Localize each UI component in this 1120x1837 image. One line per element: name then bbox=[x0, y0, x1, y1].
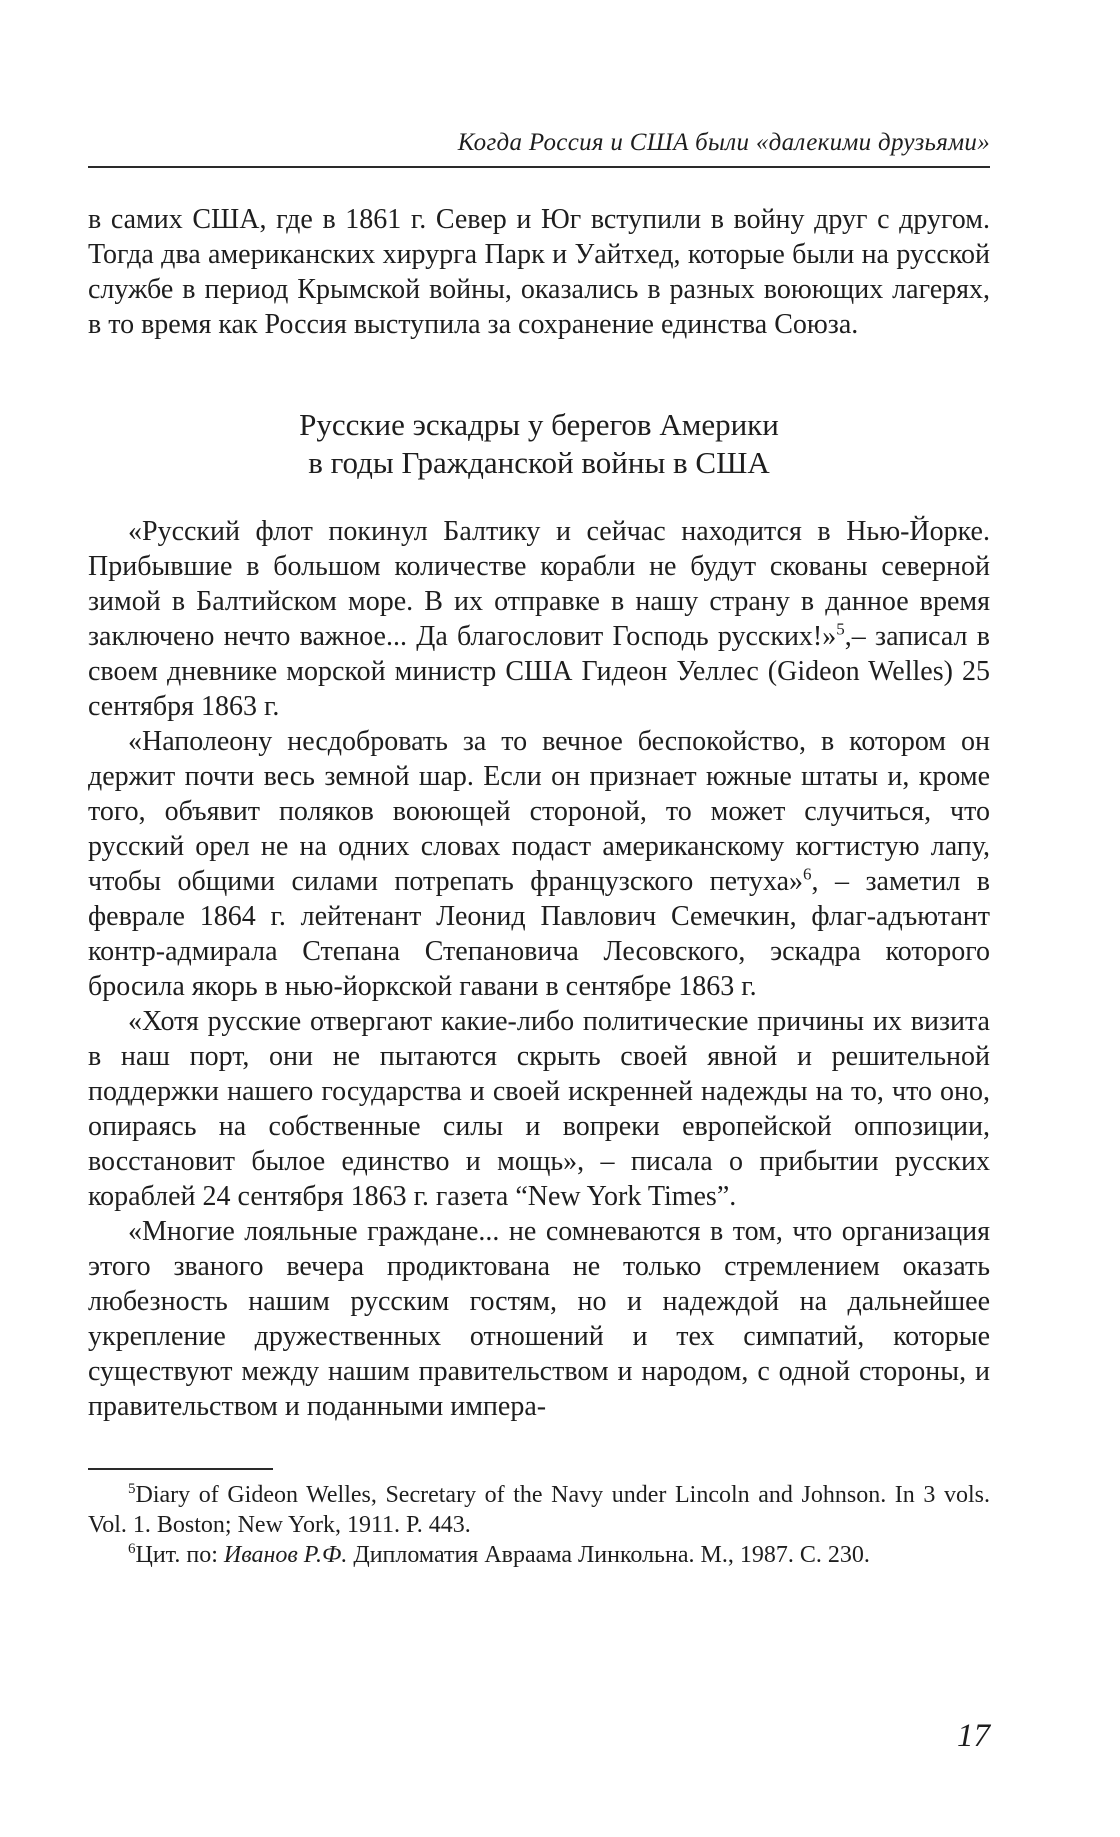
section-heading bbox=[88, 406, 990, 482]
footnote-text: Diary of Gideon Welles, Secretary of the Navy under Lincoln and Johnson. In 3 vols. Vol. 1. Boston; New York, 1911. P. 443. bbox=[88, 1482, 990, 1538]
section-heading-line-2: в годы Гражданской войны в США bbox=[308, 445, 770, 480]
paragraph-text: «Наполеону несдобровать за то вечное беспокойство, в котором он держит почти весь земной шар. Если он признает южные штаты и, кроме того, объявит поляков воюющей стороной, то может случиться, что русский орел не на одних словах подаст американскому когтистую лапу, чтобы общими силами потрепать французского петуха» bbox=[88, 726, 990, 897]
footnote-6 bbox=[88, 1540, 990, 1570]
book-page bbox=[88, 128, 990, 1570]
footnote-ref-6[interactable]: 6 bbox=[803, 864, 812, 884]
footnote-text: Цит. по: bbox=[135, 1542, 224, 1568]
paragraph-citizens-quote: «Многие лояльные граждане... не сомневаются в том, что организация этого званого вечера продиктована не только стремлением оказать любезность нашим русским гостям, но и надеждой на дальнейшее укрепление дружественных отношений и тех симпатий, которые существуют между нашим правительством и народом, с одной стороны, и правительством и поданными импера- bbox=[88, 1216, 990, 1422]
intro-paragraph: в самих США, где в 1861 г. Север и Юг вступили в войну друг с другом. Тогда два американских хирурга Парк и Уайтхед, которые были на русской службе в период Крымской войны, оказались в разных воюющих лагерях, в то время как Россия выступила за сохранение единства Союза. bbox=[88, 204, 990, 340]
footnote-mark-6: 6 bbox=[128, 1541, 136, 1557]
footnote-5 bbox=[88, 1480, 990, 1540]
page-number: 17 bbox=[957, 1718, 990, 1754]
paragraph-semechkin-quote bbox=[88, 724, 990, 1004]
paragraph-welles-quote bbox=[88, 514, 990, 724]
footnote-text: Дипломатия Авраама Линкольна. М., 1987. С. 230. bbox=[347, 1542, 870, 1568]
footnote-divider bbox=[88, 1468, 273, 1470]
footnote-mark-5: 5 bbox=[128, 1481, 136, 1497]
running-head: Когда Россия и США были «далекими друзьями» bbox=[88, 128, 990, 168]
paragraph-nyt-quote: «Хотя русские отвергают какие-либо политические причины их визита в наш порт, они не пытаются скрыть своей явной и решительной поддержки нашего государства и своей искренней надежды на то, что оно, опираясь на собственные силы и вопреки европейской оппозиции, восстановит былое единство и мощь», – писала о прибытии русских кораблей 24 сентября 1863 г. газета “New York Times”. bbox=[88, 1006, 990, 1212]
footnote-author: Иванов Р.Ф. bbox=[223, 1542, 348, 1568]
paragraph-text: ,– записал в своем дневнике морской министр США Гидеон Уеллес (Gideon Welles) 25 сентября 1863 г. bbox=[88, 621, 990, 722]
paragraph-text: , – заметил в феврале 1864 г. лейтенант Леонид Павлович Семечкин, флаг-адъютант контр-адмирала Степана Степановича Лесовского, эскадра которого бросила якорь в нью-йоркской гавани в сентябре 1863 г. bbox=[88, 866, 990, 1002]
footnote-ref-5[interactable]: 5 bbox=[836, 619, 845, 639]
paragraph-text: «Русский флот покинул Балтику и сейчас находится в Нью-Йорке. Прибывшие в большом количестве корабли не будут скованы северной зимой в Балтийском море. В их отправке в нашу страну в данное время заключено нечто важное... Да благословит Господь русских!» bbox=[88, 516, 990, 652]
section-heading-line-1: Русские эскадры у берегов Америки bbox=[299, 407, 779, 442]
